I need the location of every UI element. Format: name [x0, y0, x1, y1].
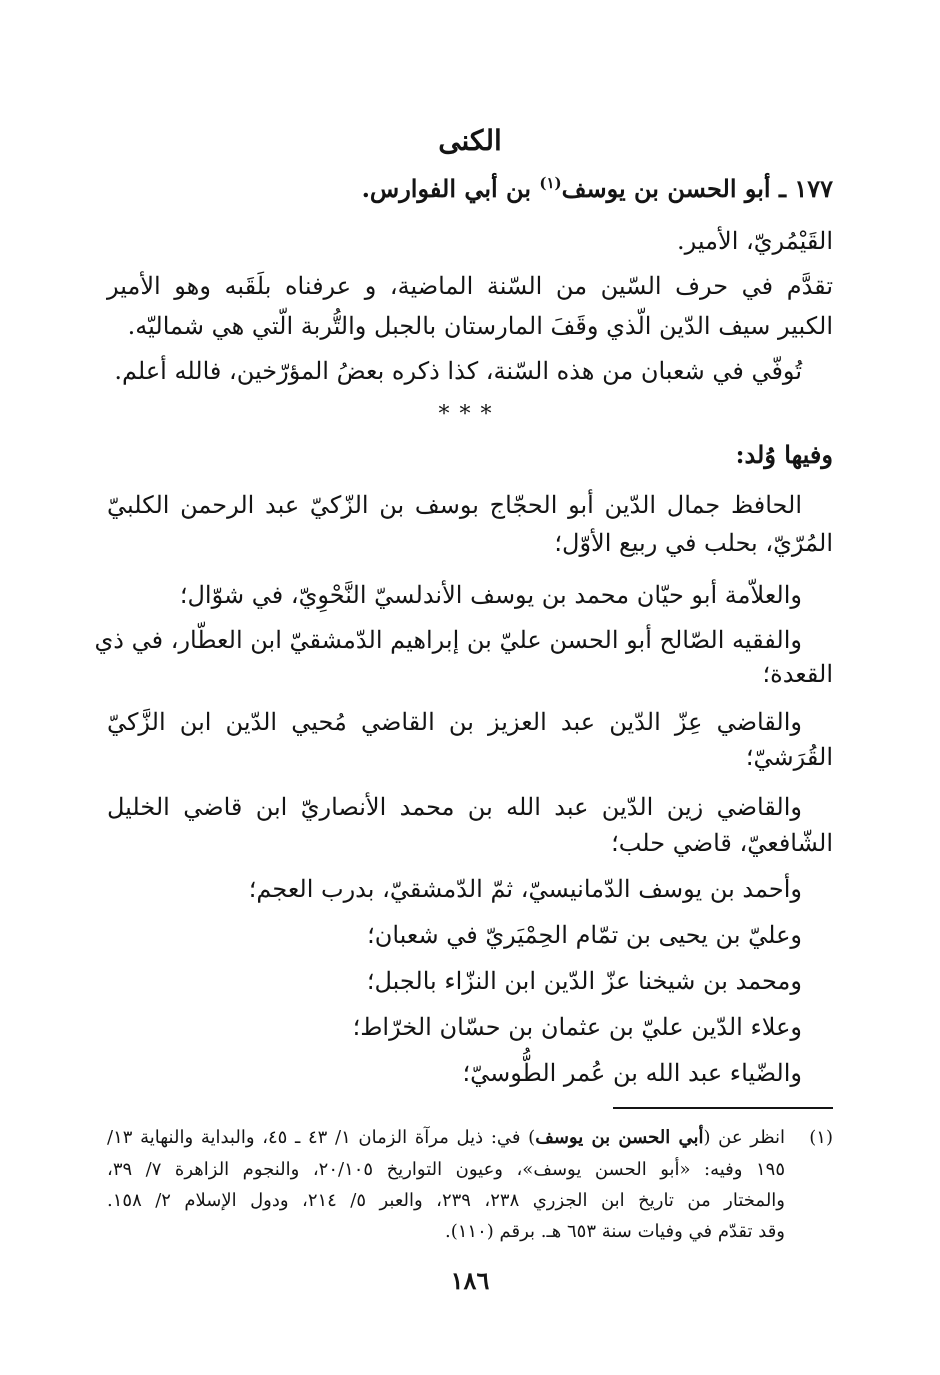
entry-title-text: ١٧٧ ـ أبو الحسن بن يوسف: [561, 174, 833, 203]
footnote-reference: (١): [539, 174, 562, 192]
birth-line: وعليّ بن يحيى بن تمّام الحِمْيَريّ في شعبان؛: [367, 921, 802, 949]
birth-line: والقاضي عِزّ الدّين عبد العزيز بن القاضي مُحيي الدّين ابن الزَّكيّ: [107, 708, 802, 736]
entry-line: الكبير سيف الدّين الّذي وقَفَ المارستان بالجبل والتُّربة الّتي هي شماليّه.: [127, 312, 833, 340]
footnote-bold-name: أبي الحسن بن يوسف: [535, 1127, 704, 1148]
footnote-text-start: انظر عن (: [703, 1127, 785, 1148]
page-number: ١٨٦: [450, 1266, 490, 1295]
birth-line: القعدة؛: [762, 660, 833, 688]
footnote-number: (١): [809, 1127, 833, 1148]
footnote-text-end: ) في: ذيل مرآة الزمان ١/ ٤٣ ـ ٤٥، والبداية والنهاية ١٣/: [107, 1127, 536, 1148]
section-heading: الكنى: [438, 124, 502, 157]
entry-line: تُوفّي في شعبان من هذه السّنة، كذا ذكره بعضُ المؤرّخين، فالله أعلم.: [114, 357, 802, 385]
birth-line: وأحمد بن يوسف الدّمانيسيّ، ثمّ الدّمشقيّ، بدرب العجم؛: [248, 875, 802, 903]
birth-line: والعلاّمة أبو حيّان محمد بن يوسف الأندلسيّ النَّحْوِيّ، في شوّال؛: [179, 581, 802, 609]
birth-line: والفقيه الصّالح أبو الحسن عليّ بن إبراهيم الدّمشقيّ ابن العطّار، في ذي: [94, 626, 802, 654]
entry-title-end: بن أبي الفوارس.: [361, 174, 540, 203]
entry-line: القَيْمُريّ، الأمير.: [677, 227, 833, 255]
footnote-text: ١٩٥ وفيه: «أبو الحسن يوسف»، وعيون التواريخ ٢٠/١٠٥، والنجوم الزاهرة ٧/ ٣٩،: [107, 1159, 785, 1180]
birth-line: ومحمد بن شيخنا عزّ الدّين ابن النزّاء بالجبل؛: [366, 967, 802, 995]
entry-title: [107, 174, 833, 204]
birth-line: والضّياء عبد الله بن عُمر الطُّوسيّ؛: [462, 1059, 802, 1087]
birth-line: المُرّيّ، بحلب في ربيع الأوّل؛: [554, 529, 833, 557]
footnote-text: والمختار من تاريخ ابن الجزري ٢٣٨، ٢٣٩، والعبر ٥/ ٢١٤، ودول الإسلام ٢/ ١٥٨.: [107, 1190, 785, 1211]
entry-line: تقدَّم في حرف السّين من السّنة الماضية، و عرفناه بلَقَبه وهو الأمير: [107, 272, 833, 300]
birth-line: الحافظ جمال الدّين أبو الحجّاج بوسف بن الزّكيّ عبد الرحمن الكلبيّ: [107, 491, 802, 519]
birth-line: وعلاء الدّين عليّ بن عثمان بن حسّان الخرّاط؛: [352, 1013, 802, 1041]
births-heading: وفيها وُلد:: [735, 440, 833, 469]
birth-line: والقاضي زين الدّين عبد الله بن محمد الأنصاريّ ابن قاضي الخليل: [107, 793, 802, 821]
birth-line: الشّافعيّ، قاضي حلب؛: [611, 829, 833, 857]
footnote-text: [107, 1124, 785, 1151]
footnote-divider: [613, 1107, 833, 1109]
separator-stars: ***: [438, 402, 502, 427]
footnote-text: وقد تقدّم في وفيات سنة ٦٥٣ هـ. برقم (١١٠).: [445, 1221, 785, 1242]
birth-line: القُرَشيّ؛: [745, 743, 833, 771]
